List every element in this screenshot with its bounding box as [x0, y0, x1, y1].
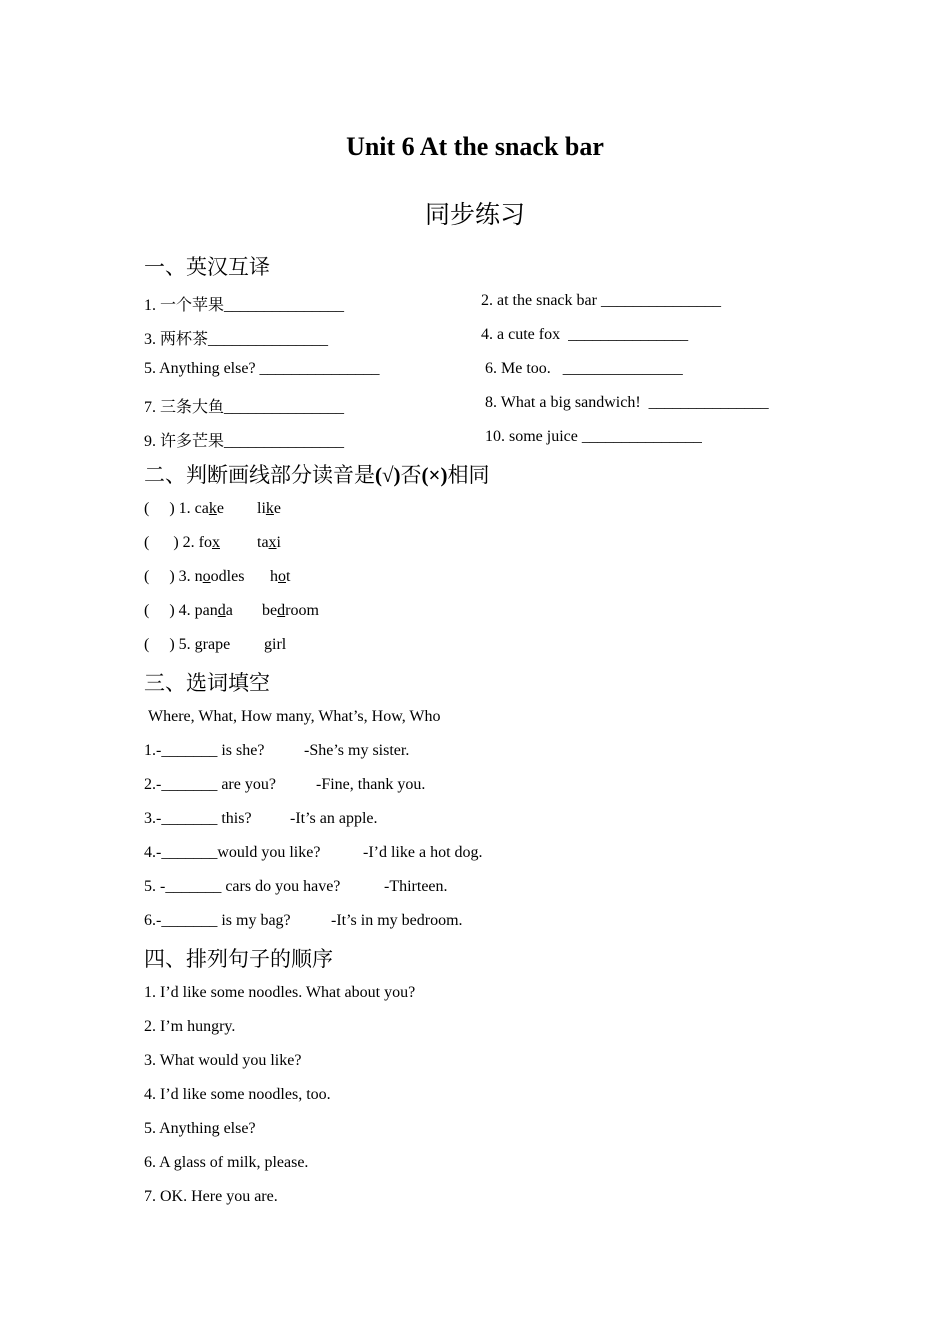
translate-item-10: 10. some juice _______________	[485, 428, 702, 445]
section4-heading: 四、排列句子的顺序	[144, 947, 333, 971]
phonics-item-3-word2: hot	[270, 568, 291, 585]
section2-heading: 二、判断画线部分读音是(√)否(×)相同	[144, 463, 490, 487]
fill-item-1-answer: -She’s my sister.	[304, 742, 410, 759]
order-item-3: 3. What would you like?	[144, 1052, 302, 1069]
order-item-1: 1. I’d like some noodles. What about you?	[144, 984, 416, 1001]
translate-item-9: 9. 许多芒果_______________	[144, 433, 345, 450]
translate-item-3: 3. 两杯茶_______________	[144, 331, 329, 348]
translate-item-7: 7. 三条大鱼_______________	[144, 399, 345, 416]
phonics-item-1-word2: like	[257, 500, 281, 517]
section3-heading: 三、选词填空	[144, 671, 270, 695]
translate-item-6: 6. Me too. _______________	[485, 360, 683, 377]
page-subtitle: 同步练习	[424, 202, 525, 229]
translate-item-2: 2. at the snack bar _______________	[481, 292, 721, 309]
phonics-item-5-word2: girl	[264, 636, 287, 653]
order-item-2: 2. I’m hungry.	[144, 1018, 236, 1035]
fill-item-6-question: 6.-_______ is my bag?	[144, 912, 291, 929]
translate-item-8: 8. What a big sandwich! _______________	[485, 394, 769, 411]
translate-item-5: 5. Anything else? _______________	[144, 360, 380, 377]
order-item-4: 4. I’d like some noodles, too.	[144, 1086, 331, 1103]
phonics-item-2-word2: taxi	[257, 534, 281, 551]
fill-item-2-question: 2.-_______ are you?	[144, 776, 276, 793]
word-bank: Where, What, How many, What’s, How, Who	[148, 708, 441, 725]
phonics-item-4-word2: bedroom	[262, 602, 319, 619]
translate-item-1: 1. 一个苹果_______________	[144, 297, 345, 314]
phonics-item-2: ( ) 2. fox	[144, 534, 220, 551]
section1-heading: 一、英汉互译	[144, 255, 270, 279]
fill-item-4-question: 4.-_______would you like?	[144, 844, 321, 861]
fill-item-3-answer: -It’s an apple.	[290, 810, 378, 827]
order-item-7: 7. OK. Here you are.	[144, 1188, 278, 1205]
phonics-item-3: ( ) 3. noodles	[144, 568, 245, 585]
phonics-item-4: ( ) 4. panda	[144, 602, 233, 619]
fill-item-3-question: 3.-_______ this?	[144, 810, 252, 827]
fill-item-6-answer: -It’s in my bedroom.	[331, 912, 463, 929]
fill-item-2-answer: -Fine, thank you.	[316, 776, 426, 793]
fill-item-5-question: 5. -_______ cars do you have?	[144, 878, 341, 895]
phonics-item-1: ( ) 1. cake	[144, 500, 224, 517]
fill-item-1-question: 1.-_______ is she?	[144, 742, 265, 759]
order-item-6: 6. A glass of milk, please.	[144, 1154, 309, 1171]
fill-item-4-answer: -I’d like a hot dog.	[363, 844, 483, 861]
order-item-5: 5. Anything else?	[144, 1120, 256, 1137]
fill-item-5-answer: -Thirteen.	[384, 878, 448, 895]
translate-item-4: 4. a cute fox _______________	[481, 326, 689, 343]
phonics-item-5: ( ) 5. grape	[144, 636, 231, 653]
page-title: Unit 6 At the snack bar	[346, 132, 604, 161]
